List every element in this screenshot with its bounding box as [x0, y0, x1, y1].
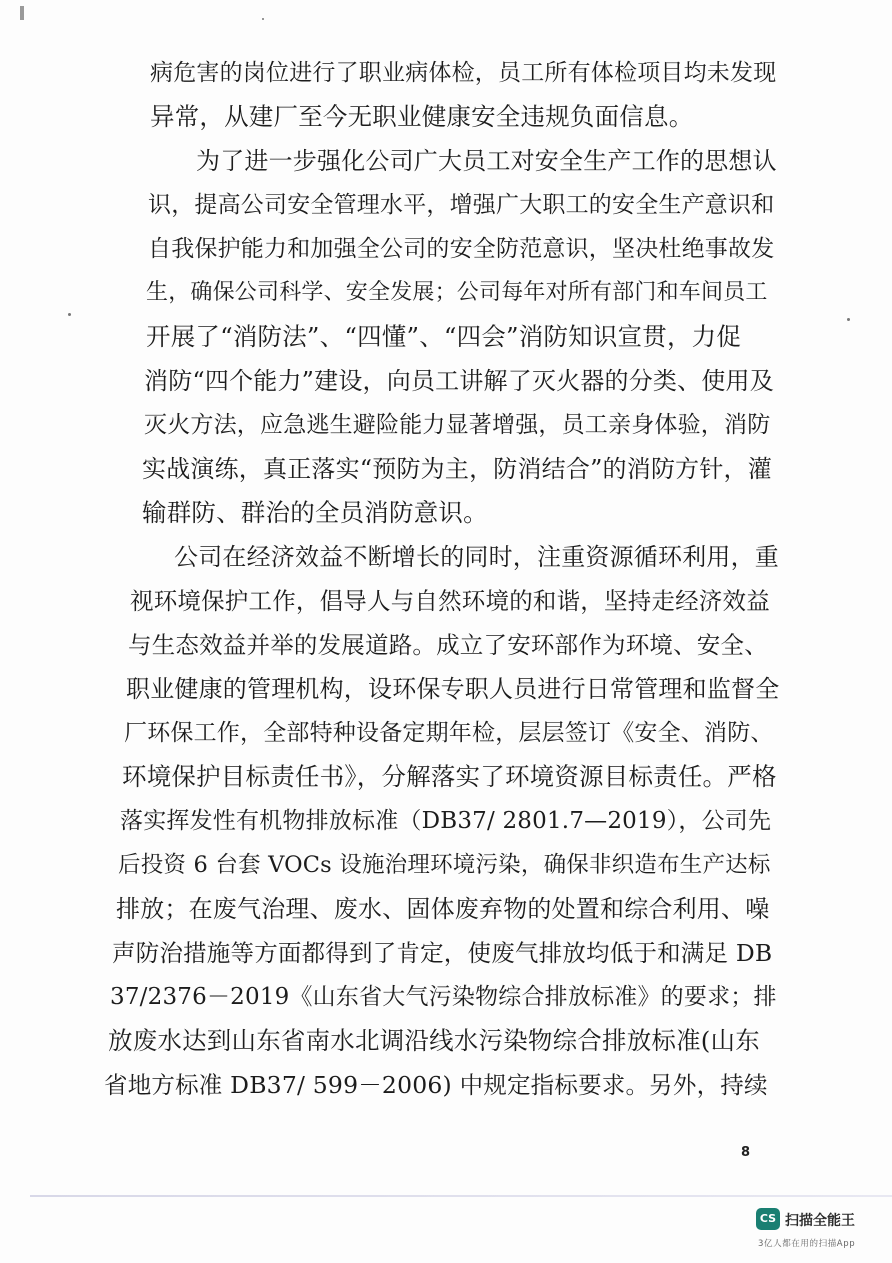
text-line-2: 异常，从建厂至今无职业健康安全违规负面信息。 — [150, 102, 694, 131]
text-line-6: 生，确保公司科学、安全发展；公司每年对所有部门和车间员工 — [146, 280, 768, 305]
text-line-8: 消防“四个能力”建设，向员工讲解了灭火器的分类、使用及 — [144, 367, 774, 395]
text-line-18: 落实挥发性有机物排放标准（DB37/ 2801.7—2019），公司先 — [120, 808, 772, 834]
text-line-13: 视环境保护工作，倡导人与自然环境的和谐，坚持走经济效益 — [130, 587, 770, 615]
scan-edge-mark — [20, 6, 24, 20]
text-line-10: 实战演练，真正落实“预防为主，防消结合”的消防方针，灌 — [142, 455, 772, 483]
text-line-22: 37/2376－2019《山东省大气污染物综合排放标准》的要求；排 — [110, 984, 777, 1010]
scan-speck — [68, 313, 71, 316]
text-line-3: 为了进一步强化公司广大员工对安全生产工作的思想认 — [196, 147, 777, 175]
camscanner-logo-icon: CS — [756, 1208, 780, 1230]
text-line-15: 职业健康的管理机构，设环保专职人员进行日常管理和监督全 — [126, 675, 780, 703]
text-line-16: 厂环保工作，全部特种设备定期年检，层层签订《安全、消防、 — [124, 720, 774, 746]
text-line-1: 病危害的岗位进行了职业病体检，员工所有体检项目均未发现 — [150, 60, 777, 86]
text-line-12: 公司在经济效益不断增长的同时，注重资源循环利用，重 — [174, 543, 779, 571]
text-line-14: 与生态效益并举的发展道路。成立了安环部作为环境、安全、 — [128, 631, 768, 659]
scan-speck — [847, 318, 850, 321]
text-line-21: 声防治措施等方面都得到了肯定，使废气排放均低于和满足 DB — [112, 939, 773, 967]
scan-speck — [262, 18, 264, 20]
text-line-19: 后投资 6 台套 VOCs 设施治理环境污染，确保非织造布生产达标 — [118, 852, 771, 878]
watermark-subtitle: 3亿人都在用的扫描App — [758, 1239, 856, 1249]
text-line-9: 灭火方法，应急逃生避险能力显著增强，员工亲身体验，消防 — [144, 412, 771, 438]
text-line-23: 放废水达到山东省南水北调沿线水污染物综合排放标准(山东 — [108, 1026, 760, 1055]
watermark-title: 扫描全能王 — [785, 1213, 855, 1229]
text-line-24: 省地方标准 DB37/ 599－2006) 中规定指标要求。另外，持续 — [104, 1071, 768, 1099]
text-line-20: 排放；在废气治理、废水、固体废弃物的处置和综合利用、噪 — [116, 895, 770, 923]
text-line-4: 识，提高公司安全管理水平，增强广大职工的安全生产意识和 — [148, 192, 775, 218]
text-line-11: 输群防、群治的全员消防意识。 — [142, 498, 488, 527]
text-line-7: 开展了“消防法”、“四懂”、“四会”消防知识宣贯，力促 — [146, 322, 742, 351]
scan-bottom-rule — [30, 1195, 892, 1197]
text-line-5: 自我保护能力和加强全公司的安全防范意识，坚决杜绝事故发 — [148, 236, 775, 262]
page-number: 8 — [741, 1145, 751, 1160]
scanner-watermark — [756, 1208, 876, 1252]
text-line-17: 环境保护目标责任书》，分解落实了环境资源目标责任。严格 — [122, 762, 777, 791]
